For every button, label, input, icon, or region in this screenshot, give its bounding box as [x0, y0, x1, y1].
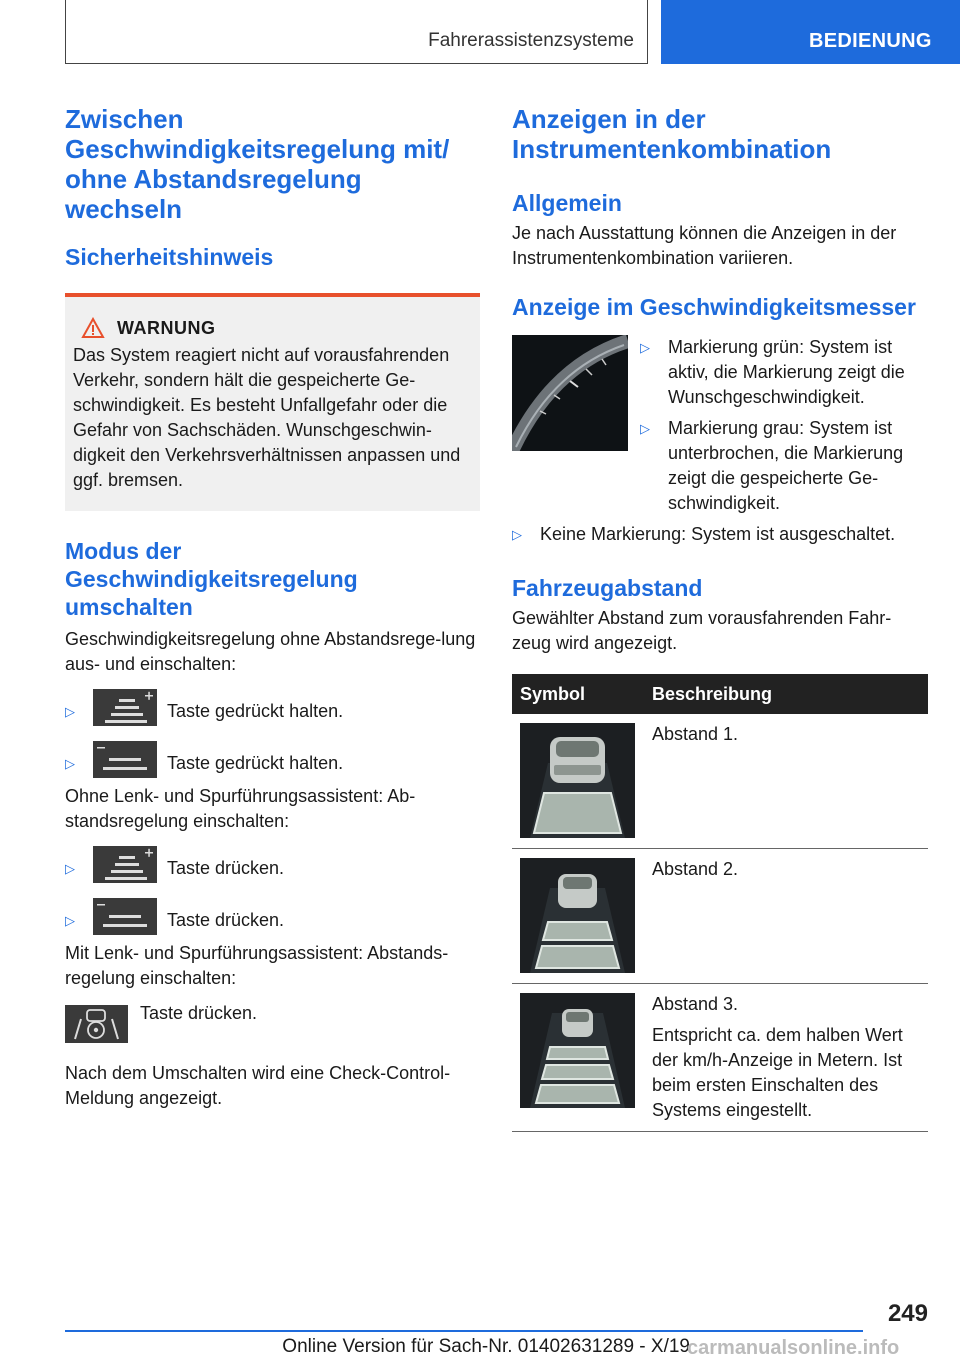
header-section-title: Fahrerassistenzsysteme [428, 30, 634, 51]
list-item [65, 1001, 480, 1043]
list-item [65, 689, 480, 726]
distance-1-image [520, 723, 635, 838]
speedo-heading: Anzeige im Geschwindigkeitsmesser [512, 294, 916, 320]
distance-3-image [520, 993, 635, 1108]
list-item [640, 335, 928, 410]
warning-text: Das System reagiert nicht auf vorausfahrenden Verkehr, sondern hält die gespeicherte Ge-schwindigkeit. Es besteht Unfallgefahr oder die Gefahr von Sachschäden. Wunschgeschwin-digkeit den Verkehrsverhältnissen anpassen und ggf. bremsen. [73, 345, 461, 490]
bullet-triangle-icon: ▷ [512, 527, 522, 542]
distance-text: Gewählter Abstand zum vorausfahrenden Fahr-zeug wird angezeigt. [512, 608, 892, 653]
warning-box [65, 293, 480, 511]
warning-triangle-icon [81, 317, 105, 339]
list-item-text: Taste gedrückt halten. [167, 753, 344, 773]
table-row [512, 714, 928, 849]
table-header-description: Beschreibung [644, 674, 928, 714]
after-switch-note: Nach dem Umschalten wird eine Check-Control-Meldung angezeigt. [65, 1063, 451, 1108]
list-item [640, 416, 928, 516]
table-cell: Abstand 2. [644, 849, 928, 984]
list-item [512, 522, 928, 547]
section-title-display: Anzeigen in der Instrumentenkombination [512, 104, 832, 164]
bullet-triangle-icon: ▷ [640, 421, 650, 436]
bullet-triangle-icon: ▷ [65, 913, 75, 928]
distance-heading: Fahrzeugabstand [512, 575, 703, 601]
table-cell: Abstand 1. [644, 714, 928, 849]
distance-minus-button-icon [93, 898, 157, 935]
mode-intro: Geschwindigkeitsregelung ohne Abstandsrege-lung aus- und einschalten: [65, 629, 476, 674]
no-steer-intro: Ohne Lenk- und Spurführungsassistent: Ab-standsregelung einschalten: [65, 786, 416, 831]
distance-minus-button-icon [93, 741, 157, 778]
table-row [512, 849, 928, 984]
header-chapter-tab [661, 0, 960, 64]
speedometer-marking-image [512, 335, 628, 451]
table-header-symbol: Symbol [512, 674, 644, 714]
distance-2-image [520, 858, 635, 973]
distance-plus-button-icon [93, 689, 157, 726]
distance-plus-button-icon [93, 846, 157, 883]
bullet-triangle-icon: ▷ [65, 704, 75, 719]
table-cell-note: Entspricht ca. dem halben Wert der km/h-Anzeige in Metern. Ist beim ersten Einschalten des Systems eingestellt. [652, 1025, 903, 1120]
table-cell: Abstand 3. [652, 994, 739, 1014]
warning-label: WARNUNG [117, 317, 216, 338]
bullet-triangle-icon: ▷ [65, 861, 75, 876]
header-chapter-label: BEDIENUNG [809, 30, 932, 52]
safety-heading: Sicherheitshinweis [65, 244, 274, 270]
watermark: carmanualsonline.info [687, 1337, 900, 1359]
with-steer-intro: Mit Lenk- und Spurführungsassistent: Abstands-regelung einschalten: [65, 943, 449, 988]
bullet-triangle-icon: ▷ [640, 340, 650, 355]
distance-table [512, 674, 928, 1132]
general-text: Je nach Ausstattung können die Anzeigen in der Instrumentenkombination variieren. [512, 223, 897, 268]
list-item-text: Taste drücken. [167, 910, 285, 930]
list-item [65, 846, 480, 883]
mode-heading: Modus der Geschwindigkeitsregelung umschalten [65, 538, 358, 620]
footer-divider [65, 1330, 863, 1332]
general-heading: Allgemein [512, 190, 622, 216]
right-column [512, 104, 928, 1132]
list-item-text: Keine Markierung: System ist ausgeschaltet. [540, 524, 896, 544]
list-item-text: Taste gedrückt halten. [167, 701, 344, 721]
section-title-switch: Zwischen Geschwindigkeitsregelung mit/ ohne Abstandsregelung wechseln [65, 104, 450, 224]
table-row [512, 984, 928, 1132]
list-item [65, 741, 480, 778]
page-number: 249 [887, 1300, 928, 1327]
list-item-text: Taste drücken. [167, 858, 285, 878]
speedo-block [512, 335, 928, 516]
bullet-triangle-icon: ▷ [65, 756, 75, 771]
list-item-text: Markierung grau: System ist unterbrochen, die Markierung zeigt die gespeicherte Ge-schwindigkeit. [668, 418, 904, 513]
steering-assistant-button-icon [65, 1005, 128, 1043]
list-item [65, 898, 480, 935]
footer-online-version: Online Version für Sach-Nr. 01402631289 - X/19 [282, 1336, 690, 1357]
list-item-text: Markierung grün: System ist aktiv, die Markierung zeigt die Wunschgeschwindigkeit. [668, 337, 905, 407]
list-item-text: Taste drücken. [140, 1003, 258, 1023]
left-column [65, 104, 480, 1111]
